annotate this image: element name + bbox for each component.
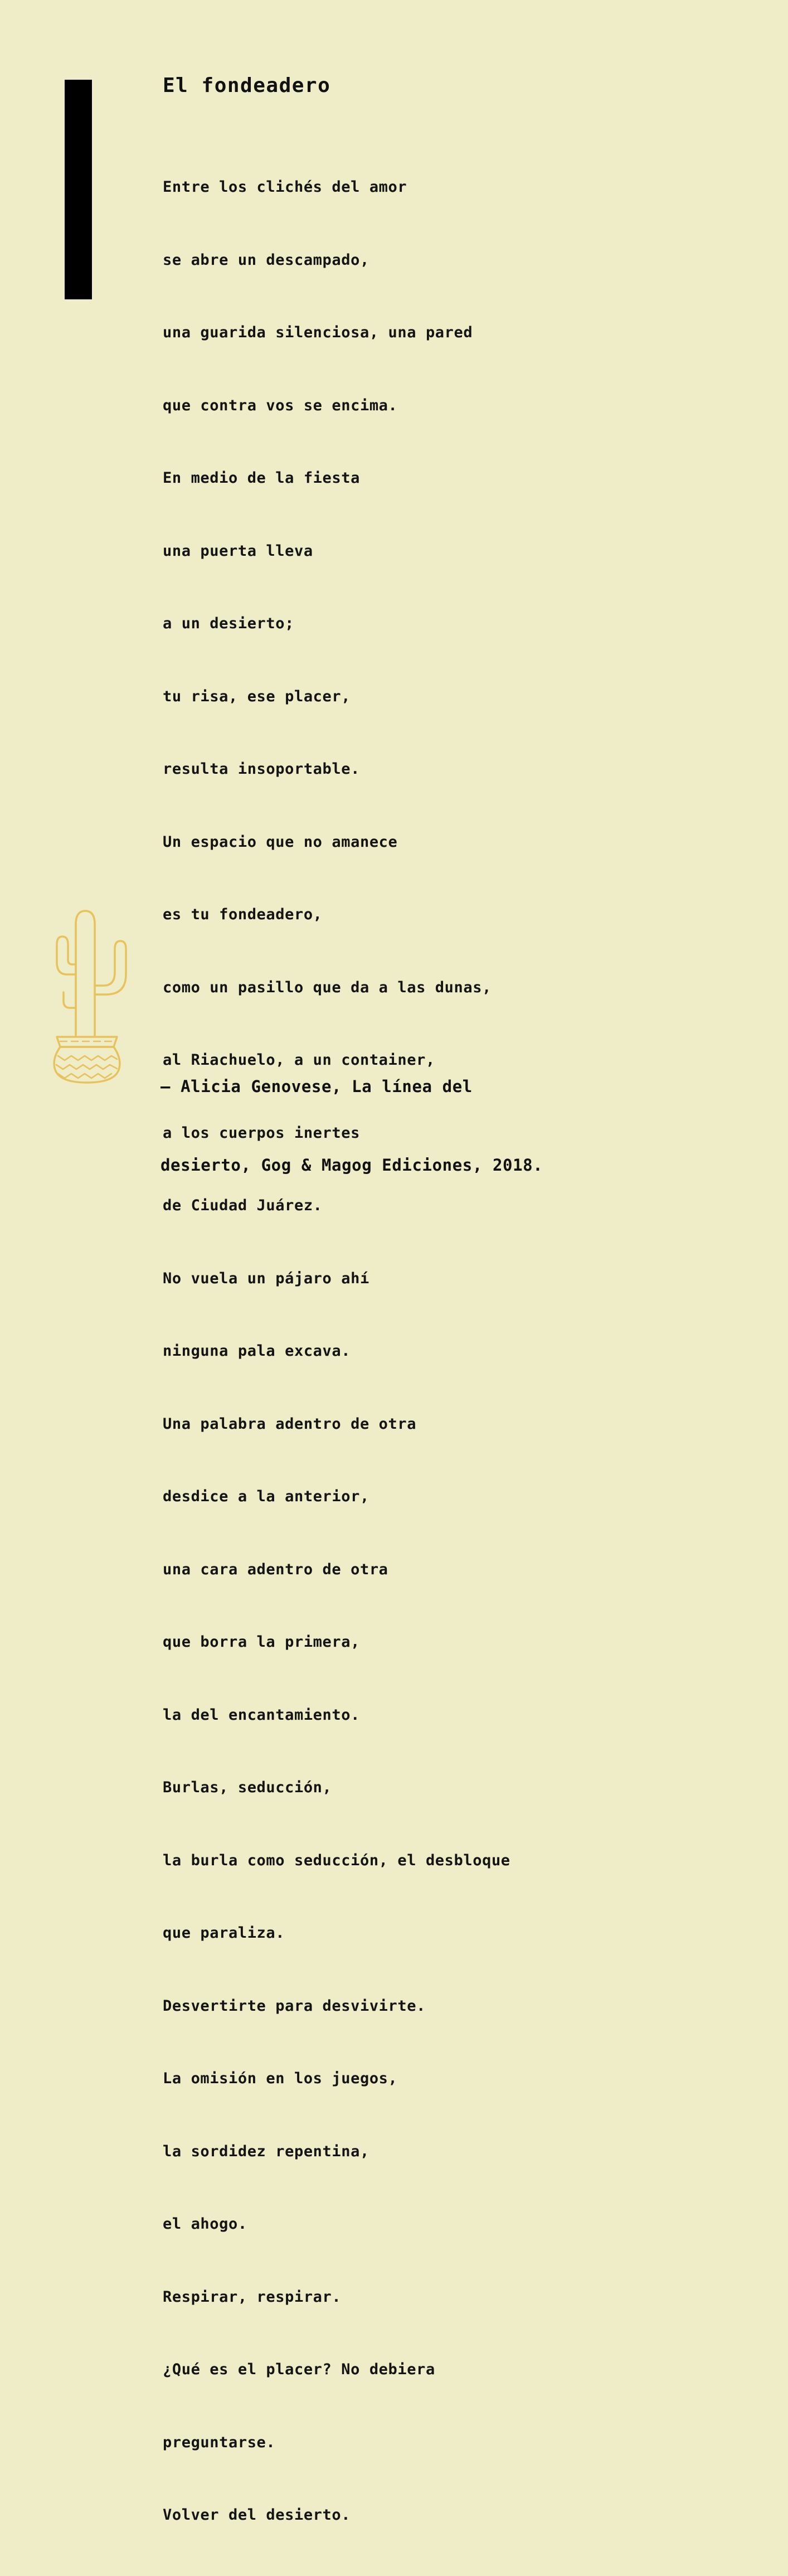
poem-line: preguntarse. bbox=[163, 2433, 276, 2451]
attribution-line: desierto, Gog & Magog Ediciones, 2018. bbox=[160, 1156, 543, 1175]
poem-line: resulta insoportable. bbox=[163, 760, 360, 778]
poem-line: Volver del desierto. bbox=[163, 2506, 351, 2524]
poem-line: tu risa, ese placer, bbox=[163, 687, 351, 705]
poem-line: una puerta lleva bbox=[163, 542, 313, 560]
poem-line: una cara adentro de otra bbox=[163, 1560, 388, 1578]
poem-line: es tu fondeadero, bbox=[163, 906, 323, 924]
poem-line: No vuela un pájaro ahí bbox=[163, 1269, 369, 1287]
poem-line: de Ciudad Juárez. bbox=[163, 1197, 323, 1215]
poem-body bbox=[163, 127, 731, 2576]
poem-line: En medio de la fiesta bbox=[163, 469, 360, 487]
attribution-line: — Alicia Genovese, La línea del bbox=[160, 1077, 473, 1096]
poem-line: La omisión en los juegos, bbox=[163, 2070, 398, 2088]
poem-line: una guarida silenciosa, una pared bbox=[163, 324, 473, 342]
poem-block bbox=[163, 74, 731, 2576]
poem-line: que contra vos se encima. bbox=[163, 396, 398, 414]
poem-line: a un desierto; bbox=[163, 615, 294, 633]
poem-line: ninguna pala excava. bbox=[163, 1342, 351, 1360]
poem-line: desdice a la anterior, bbox=[163, 1488, 369, 1506]
poem-line: Desvertirte para desvivirte. bbox=[163, 1997, 426, 2015]
page-title: El fondeadero bbox=[163, 74, 331, 97]
decorative-black-bar bbox=[65, 80, 92, 299]
poem-line: Burlas, seducción, bbox=[163, 1779, 332, 1797]
poem-line: que borra la primera, bbox=[163, 1633, 360, 1651]
poem-line: la del encantamiento. bbox=[163, 1706, 360, 1724]
poem-line: Respirar, respirar. bbox=[163, 2288, 342, 2306]
poem-line: Entre los clichés del amor bbox=[163, 178, 407, 196]
poem-line: la sordidez repentina, bbox=[163, 2142, 369, 2160]
poem-line: Un espacio que no amanece bbox=[163, 833, 398, 851]
poem-line: Una palabra adentro de otra bbox=[163, 1415, 417, 1433]
poem-line: la burla como seducción, el desbloque bbox=[163, 1851, 510, 1869]
attribution bbox=[160, 1021, 762, 1231]
poem-line: al Riachuelo, a un container, bbox=[163, 1051, 435, 1069]
poem-line: el ahogo. bbox=[163, 2215, 247, 2233]
poem-line: a los cuerpos inertes bbox=[163, 1124, 360, 1142]
poem-line: como un pasillo que da a las dunas, bbox=[163, 978, 492, 996]
cactus-icon bbox=[32, 891, 138, 1086]
poem-line: ¿Qué es el placer? No debiera bbox=[163, 2361, 435, 2379]
poem-line: que paraliza. bbox=[163, 1924, 285, 1942]
poem-line: se abre un descampado, bbox=[163, 251, 369, 269]
